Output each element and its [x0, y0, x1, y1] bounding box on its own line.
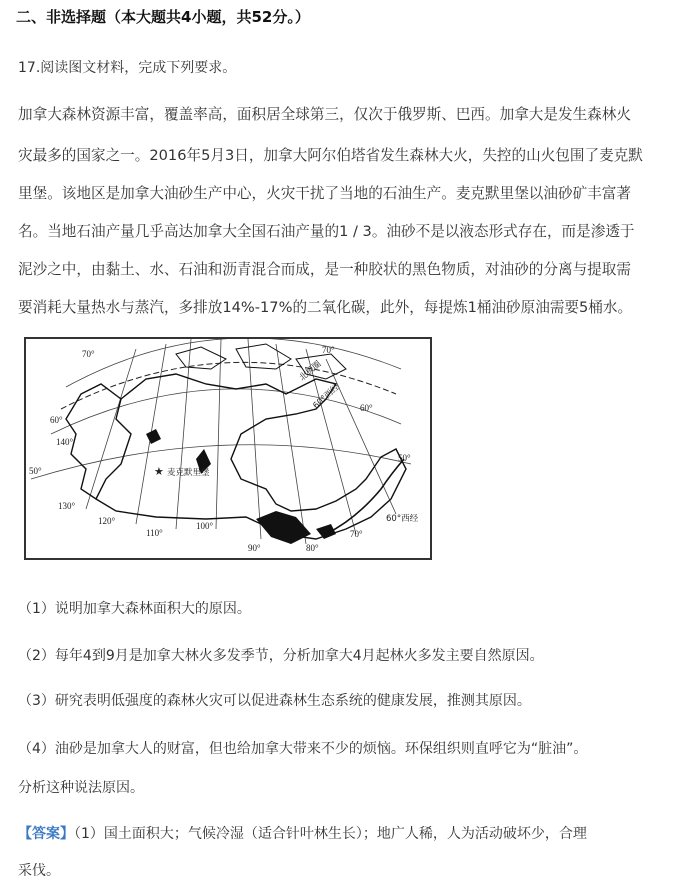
subquestion-3: （3）研究表明低强度的森林火灾可以促进森林生态系统的健康发展，推测其原因。: [18, 693, 531, 709]
answer-text: （1）国土面积大；气候冷湿（适合针叶林生长）；地广人稀，人为活动破坏少，合理: [74, 826, 587, 842]
latitude-label: 50°: [398, 453, 411, 463]
answer-tag: 【答案】: [18, 826, 74, 842]
question-intro: 17.阅读图文材料，完成下列要求。: [18, 60, 237, 76]
material-line: 要消耗大量热水与蒸汽，多排放14%-17%的二氧化碳，此外，每提炼1桶油砂原油需要5桶水。: [18, 299, 633, 316]
longitude-label: 80°: [306, 543, 319, 553]
meridian-label: 60°西经: [386, 514, 419, 524]
lake-shape: [256, 511, 311, 544]
latitude-label: 60°: [50, 415, 63, 425]
latitude-label: 50°: [29, 466, 42, 476]
subquestion-2: （2）每年4到9月是加拿大林火多发季节，分析加拿大4月起林火多发主要自然原因。: [18, 648, 544, 664]
material-line: 里堡。该地区是加拿大油砂生产中心，火灾干扰了当地的石油生产。麦克默里堡以油砂矿丰富著: [18, 185, 631, 202]
latitude-label: 70°: [82, 349, 95, 359]
longitude-line: [216, 339, 221, 529]
material-line: 名。当地石油产量几乎高达加拿大全国石油产量的1 / 3。油砂不是以液态形式存在，而是渗透于: [18, 223, 635, 240]
island-outline: [176, 347, 226, 369]
arctic-circle-label: 北极圈: [297, 359, 324, 384]
canada-map-figure: [24, 337, 432, 560]
longitude-label: 100°: [196, 521, 214, 531]
lake-shape: [146, 429, 161, 444]
answer-line-continued: 采伐。: [18, 863, 60, 879]
longitude-line: [326, 359, 396, 514]
longitude-label: 70°: [350, 529, 363, 539]
country-outline: [96, 374, 406, 539]
latitude-line-50: [31, 445, 411, 479]
material-line: 加拿大森林资源丰富，覆盖率高，面积居全球第三，仅次于俄罗斯、巴西。加拿大是发生森林火: [18, 106, 631, 123]
material-line: 泥沙之中，由黏土、水、石油和沥青混合而成，是一种胶状的黑色物质，对油砂的分离与提取需: [18, 261, 631, 278]
material-line: 灾最多的国家之一。2016年5月3日，加拿大阿尔伯塔省发生森林大火，失控的山火包围了麦克默: [18, 147, 643, 164]
latitude-line-60: [51, 389, 401, 434]
country-outline: [66, 384, 131, 499]
place-label: 麦克默里堡: [167, 468, 210, 478]
longitude-line: [248, 339, 261, 539]
canada-map: [26, 339, 430, 558]
longitude-label: 120°: [98, 516, 116, 526]
latitude-label: 60°: [360, 403, 373, 413]
section-title: 二、非选择题（本大题共4小题，共52分。）: [16, 8, 310, 26]
longitude-label: 130°: [58, 501, 76, 511]
subquestion-4: （4）油砂是加拿大人的财富，但也给加拿大带来不少的烦恼。环保组织则直呼它为“脏油”。: [18, 741, 588, 757]
latitude-label: 70°: [322, 345, 335, 355]
longitude-label: 90°: [248, 543, 261, 553]
subquestion-4-continued: 分析这种说法原因。: [18, 780, 144, 796]
answer-line: [18, 823, 587, 843]
subquestion-1: （1）说明加拿大森林面积大的原因。: [18, 601, 251, 617]
longitude-label: 110°: [146, 528, 163, 538]
longitude-label: 140°: [56, 437, 74, 447]
island-outline: [236, 344, 291, 369]
star-marker-icon: ★: [154, 466, 164, 478]
lake-shape: [316, 524, 336, 539]
meridian-label: 60°西经: [311, 382, 342, 412]
